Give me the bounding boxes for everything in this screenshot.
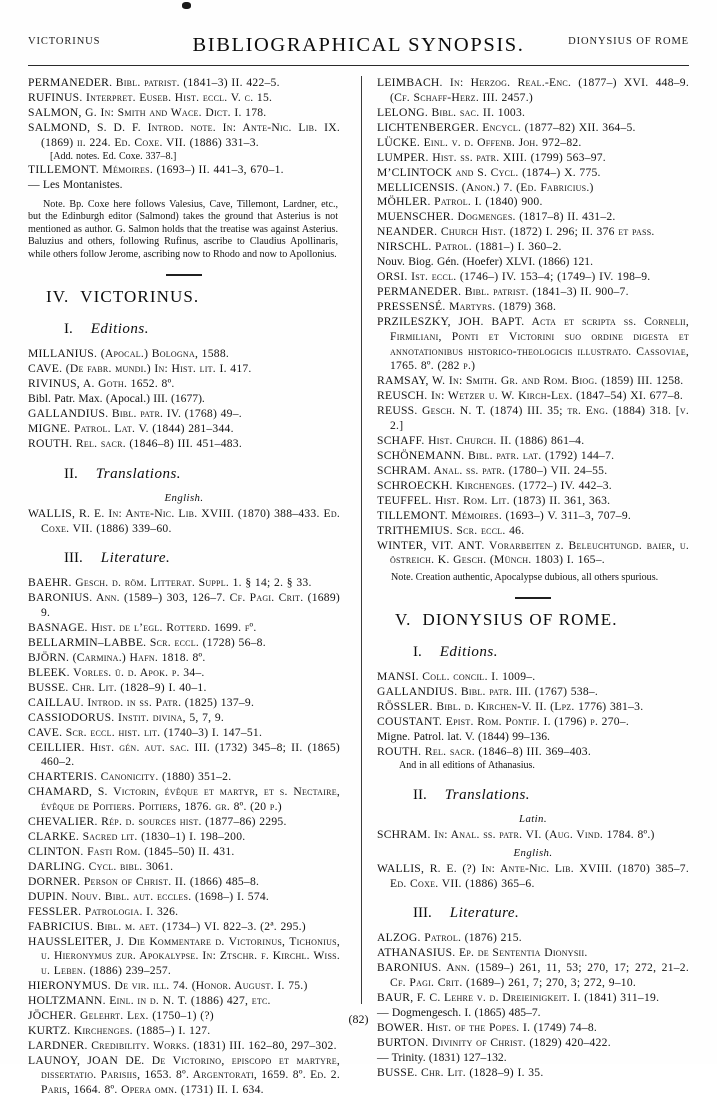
bib-entry: TILLEMONT. Mémoires. (1693–) V. 311–3, 707–9. — [377, 508, 632, 522]
bib-entry: PERMANEDER. Bibl. patrist. (1841–3) II. 422–5. — [28, 76, 280, 89]
language-heading-english: English. — [513, 847, 553, 860]
note-paragraph: Note. Creation authentic, Apocalypse dubious, all others spurious. — [391, 571, 659, 583]
bib-entry: M’CLINTOCK and S. Cycl. (1874–) X. 775. — [377, 165, 601, 179]
bib-entry: PRESSENSÉ. Martyrs. (1879) 368. — [377, 300, 557, 314]
subsection-number: I. — [64, 321, 73, 338]
bib-entry: ORSI. Ist. eccl. (1746–) IV. 153–4; (1749–) IV. 198–9. — [377, 270, 651, 284]
bib-entry: BOWER. Hist. of the Popes. I. (1749) 74–8. — [377, 1020, 598, 1034]
bib-entry: CHEVALIER. Rép. d. sources hist. (1877–86) 2295. — [28, 814, 287, 828]
bib-entry: TRITHEMIUS. Scr. eccl. 46. — [377, 523, 525, 537]
bib-entry: DUPIN. Nouv. Bibl. aut. eccles. (1698–) I. 574. — [28, 889, 270, 903]
bib-entry: SALMON, G. In: Smith and Wace. Dict. I. 178. — [28, 105, 267, 119]
bib-entry: LUMPER. Hist. ss. patr. XIII. (1799) 563–97. — [377, 150, 606, 164]
bib-entry: PRZILESZKY, JOH. BAPT. Acta et scripta ss. Cornelii, Firmiliani, Ponti et Victorini suo ordine digesta et annotationibus historico-theologicis illustrato. Cassoviae, 1765. 8º. (282 p.) — [377, 315, 689, 373]
bib-entry: — Les Montanistes. — [28, 178, 123, 192]
column-divider — [361, 76, 362, 1004]
section-title: DIONYSIUS OF ROME. — [422, 610, 618, 630]
bib-entry: BUSSE. Chr. Lit. (1828–9) I. 40–1. — [28, 680, 207, 694]
bib-entry: LICHTENBERGER. Encycl. (1877–82) XII. 364–5. — [377, 120, 636, 134]
bib-entry: SALMOND, S. D. F. Introd. note. In: Ante-Nic. Lib. IX. (1869) ii. 224. Ed. Coxe. VII. (1886) 331–3. — [28, 120, 340, 149]
subsection-number: I. — [413, 644, 422, 661]
bib-entry: BJÖRN. (Carmina.) Hafn. 1818. 8º. — [28, 650, 206, 664]
bib-entry: BURTON. Divinity of Christ. (1829) 420–422. — [377, 1035, 611, 1049]
subsection-heading-literature — [377, 905, 689, 922]
bib-entry: MÖHLER. Patrol. I. (1840) 900. — [377, 195, 543, 209]
subsection-heading-translations — [28, 466, 340, 483]
bib-entry: WALLIS, R. E. In: Ante-Nic. Lib. XVIII. (1870) 388–433. Ed. Coxe. VII. (1886) 339–60. — [28, 506, 340, 535]
bib-entry: MANSI. Coll. concil. I. 1009–. — [377, 670, 536, 684]
bib-entry: CAILLAU. Introd. in ss. Patr. (1825) 137–9. — [28, 695, 255, 709]
bib-entry: CLINTON. Fasti Rom. (1845–50) II. 431. — [28, 844, 235, 858]
right-column — [377, 76, 689, 1079]
language-heading-latin: Latin. — [519, 812, 547, 825]
running-head-title: BIBLIOGRAPHICAL SYNOPSIS. — [192, 34, 525, 56]
bib-entry-athanasius-note: And in all editions of Athanasius. — [399, 760, 535, 772]
bib-entry: GALLANDIUS. Bibl. patr. IV. (1768) 49–. — [28, 407, 242, 421]
bib-entry: LELONG. Bibl. sac. II. 1003. — [377, 105, 526, 119]
bib-entry: DORNER. Person of Christ. II. (1866) 485–8. — [28, 874, 260, 888]
subsection-number: II. — [64, 465, 78, 482]
bib-entry: BARONIUS. Ann. (1589–) 261, 11, 53; 270, 17; 272, 21–2. Cf. Pagi. Crit. (1689–) 261, 7; 270, 3; 272, 9–10. — [377, 961, 689, 989]
bib-entry: ATHANASIUS. Ep. de Sententia Dionysii. — [377, 946, 588, 960]
section-heading-victorinus — [28, 287, 340, 307]
bib-entry: HOLTZMANN. Einl. in d. N. T. (1886) 427, etc. — [28, 993, 271, 1007]
section-number: V. — [395, 610, 412, 630]
text-columns — [28, 76, 689, 1096]
bib-entry: LAUNOY, JOAN DE. De Victorino, episcopo et martyre, dissertatio. Parisiis, 1653. 8º. Argentorati, 1659. 8º. Ed. 2. Paris, 1664. 8º. Opera omn. (1731) II. I. 634. — [28, 1053, 340, 1096]
bib-entry: CAVE. Scr. eccl. hist. lit. (1740–3) I. 147–51. — [28, 725, 263, 739]
bib-entry: FESSLER. Patrologia. I. 326. — [28, 904, 179, 918]
subsection-title: Translations. — [444, 786, 531, 803]
bib-entry: KURTZ. Kirchenges. (1885–) I. 127. — [28, 1023, 211, 1037]
bib-entry: DARLING. Cycl. bibl. 3061. — [28, 859, 174, 873]
subsection-title: Editions. — [439, 644, 499, 661]
bib-entry: CAVE. (De fabr. mundi.) In: Hist. lit. I. 417. — [28, 362, 252, 376]
subsection-number: II. — [413, 786, 427, 803]
bib-entry: RIVINUS, A. Goth. 1652. 8º. — [28, 377, 175, 391]
page-folio: (82) — [348, 1012, 369, 1026]
bib-entry: BASNAGE. Hist. de l’egl. Rotterd. 1699. fº. — [28, 620, 257, 634]
bib-entry: GALLANDIUS. Bibl. patr. III. (1767) 538–. — [377, 685, 599, 699]
bib-entry: SCHROECKH. Kirchenges. (1772–) IV. 442–3. — [377, 478, 612, 492]
note-paragraph: Note. Bp. Coxe here follows Valesius, Cave, Tillemont, Lardner, etc., but the Edinburgh editor (Salmond) takes the ground that Asterius is not mentioned as author. G. Salmon holds that the treatise was against Asterius. Baluzius and others, following Rufinus, ascribe to Claudius Apollinaris, while others follow Jerome, ascribing now to Rhodo and now to Apollonius. — [28, 198, 338, 260]
subsection-title: Literature. — [449, 905, 520, 922]
bib-entry: RUFINUS. Interpret. Euseb. Hist. eccl. V. c. 15. — [28, 90, 273, 104]
bib-entry: CHARTERIS. Canonicity. (1880) 351–2. — [28, 770, 232, 784]
section-number: IV. — [46, 287, 70, 307]
bib-entry: — Dogmengesch. I. (1865) 485–7. — [377, 1005, 541, 1019]
bib-entry: REUSS. Gesch. N. T. (1874) III. 35; tr. Eng. (1884) 318. [v. 2.] — [377, 404, 689, 432]
bib-entry: JÖCHER. Gelehrt. Lex. (1750–1) (?) — [28, 1008, 214, 1022]
bib-entry-addnote: [Add. notes. Ed. Coxe. 337–8.] — [50, 150, 177, 162]
bib-entry: REUSCH. In: Wetzer u. W. Kirch-Lex. (1847–54) XI. 677–8. — [377, 389, 684, 403]
subsection-heading-translations — [377, 787, 689, 804]
bib-entry: Nouv. Biog. Gén. (Hoefer) XLVI. (1866) 121. — [377, 255, 593, 269]
header-rule — [28, 65, 689, 66]
bib-entry: SCHÖNEMANN. Bibl. patr. lat. (1792) 144–7. — [377, 448, 615, 462]
running-head-left: VICTORINUS — [28, 36, 101, 47]
bib-entry: NEANDER. Church Hist. (1872) I. 296; II. 376 et pass. — [377, 225, 655, 239]
bib-entry: RÖSSLER. Bibl. d. Kirchen-V. II. (Lpz. 1776) 381–3. — [377, 700, 644, 714]
bib-entry: LARDNER. Credibility. Works. (1831) III. 162–80, 297–302. — [28, 1038, 337, 1052]
bib-entry: ALZOG. Patrol. (1876) 215. — [377, 931, 522, 945]
subsection-number: III. — [413, 905, 432, 922]
subsection-title: Literature. — [100, 550, 171, 567]
bib-entry: BAEHR. Gesch. d. röm. Litterat. Suppl. 1. § 14; 2. § 33. — [28, 576, 312, 590]
bib-entry: ROUTH. Rel. sacr. (1846–8) III. 451–483. — [28, 437, 242, 451]
bib-entry: ROUTH. Rel. sacr. (1846–8) III. 369–403. — [377, 745, 591, 759]
bib-entry: LEIMBACH. In: Herzog. Real.-Enc. (1877–) XVI. 448–9. (Cf. Schaff-Herz. III. 2457.) — [377, 76, 689, 104]
section-title: VICTORINUS. — [80, 287, 200, 307]
bib-entry: MIGNE. Patrol. Lat. V. (1844) 281–344. — [28, 422, 234, 436]
bib-entry: MUENSCHER. Dogmenges. (1817–8) II. 431–2. — [377, 210, 616, 224]
bib-entry: CHAMARD, S. Victorin, évêque et martyr, et s. Nectaire, évêque de Poitiers. Poitiers, 1876. gr. 8º. (20 p.) — [28, 785, 340, 813]
bib-entry: NIRSCHL. Patrol. (1881–) I. 360–2. — [377, 240, 562, 254]
subsection-heading-editions — [377, 644, 689, 661]
language-heading-english: English. — [164, 491, 204, 504]
section-heading-dionysius — [377, 610, 689, 630]
left-column — [28, 76, 340, 1096]
bib-entry: BUSSE. Chr. Lit. (1828–9) I. 35. — [377, 1065, 544, 1079]
subsection-title: Translations. — [95, 465, 182, 482]
subsection-number: III. — [64, 550, 83, 567]
bib-entry: CASSIODORUS. Instit. divina, 5, 7, 9. — [28, 710, 225, 724]
bib-entry: TILLEMONT. Mémoires. (1693–) II. 441–3, 670–1. — [28, 163, 284, 177]
bib-entry: HIERONYMUS. De vir. ill. 74. (Honor. August. I. 75.) — [28, 978, 308, 992]
bib-entry: Bibl. Patr. Max. (Apocal.) III. (1677). — [28, 392, 205, 406]
bib-entry: SCHAFF. Hist. Church. II. (1886) 861–4. — [377, 433, 585, 447]
bib-entry: CEILLIER. Hist. gén. aut. sac. III. (1732) 345–8; II. (1865) 460–2. — [28, 740, 340, 769]
bib-entry: HAUSSLEITER, J. Die Kommentare d. Victorinus, Tichonius, u. Hieronymus zur. Apokalypse. In: Ztschr. f. Kirchl. Wiss. u. Leben. (1886) 239–257. — [28, 934, 340, 977]
subsection-title: Editions. — [90, 321, 150, 338]
bib-entry: CLARKE. Sacred lit. (1830–1) I. 198–200. — [28, 829, 246, 843]
bib-entry: BAUR, F. C. Lehre v. d. Dreieinigkeit. I. (1841) 311–19. — [377, 990, 660, 1004]
subsection-heading-literature — [28, 550, 340, 567]
running-head — [28, 36, 689, 58]
bib-entry: COUSTANT. Epist. Rom. Pontif. I. (1796) p. 270–. — [377, 715, 629, 729]
bib-entry: MILLANIUS. (Apocal.) Bologna, 1588. — [28, 347, 230, 361]
bib-entry: SCHRAM. Anal. ss. patr. (1780–) VII. 24–55. — [377, 463, 608, 477]
scan-artifact-speck — [182, 2, 191, 9]
bib-entry: RAMSAY, W. In: Smith. Gr. and Rom. Biog. (1859) III. 1258. — [377, 374, 684, 388]
subsection-heading-editions — [28, 321, 340, 338]
bib-entry: — Trinity. (1831) 127–132. — [377, 1050, 507, 1064]
bib-entry: BLEEK. Vorles. ü. d. Apok. p. 34–. — [28, 665, 205, 679]
bib-entry: Migne. Patrol. lat. V. (1844) 99–136. — [377, 730, 550, 744]
bib-entry: LÜCKE. Einl. v. d. Offenb. Joh. 972–82. — [377, 135, 582, 149]
bib-entry: MELLICENSIS. (Anon.) 7. (Ed. Fabricius.) — [377, 180, 594, 194]
bib-entry: PERMANEDER. Bibl. patrist. (1841–3) II. 900–7. — [377, 285, 629, 299]
bib-entry: TEUFFEL. Hist. Rom. Lit. (1873) II. 361, 363. — [377, 493, 611, 507]
bib-entry: WALLIS, R. E. (?) In: Ante-Nic. Lib. XVIII. (1870) 385–7. Ed. Coxe. VII. (1886) 365–6. — [377, 862, 689, 890]
bib-entry: BARONIUS. Ann. (1589–) 303, 126–7. Cf. Pagi. Crit. (1689) 9. — [28, 591, 340, 619]
running-head-right: DIONYSIUS OF ROME — [568, 36, 689, 47]
section-separator-rule — [515, 597, 551, 599]
bib-entry: BELLARMIN–LABBE. Scr. eccl. (1728) 56–8. — [28, 635, 266, 649]
section-separator-rule — [166, 274, 202, 276]
bib-entry: WINTER, VIT. ANT. Vorarbeiten z. Beleuchtungd. baier, u. östreich. K. Gesch. (Münch. 1803) I. 165–. — [377, 538, 689, 567]
bib-entry: SCHRAM. In: Anal. ss. patr. VI. (Aug. Vind. 1784. 8º.) — [377, 827, 655, 841]
bib-entry: FABRICIUS. Bibl. m. aet. (1734–) VI. 822–3. (2ª. 295.) — [28, 919, 306, 933]
